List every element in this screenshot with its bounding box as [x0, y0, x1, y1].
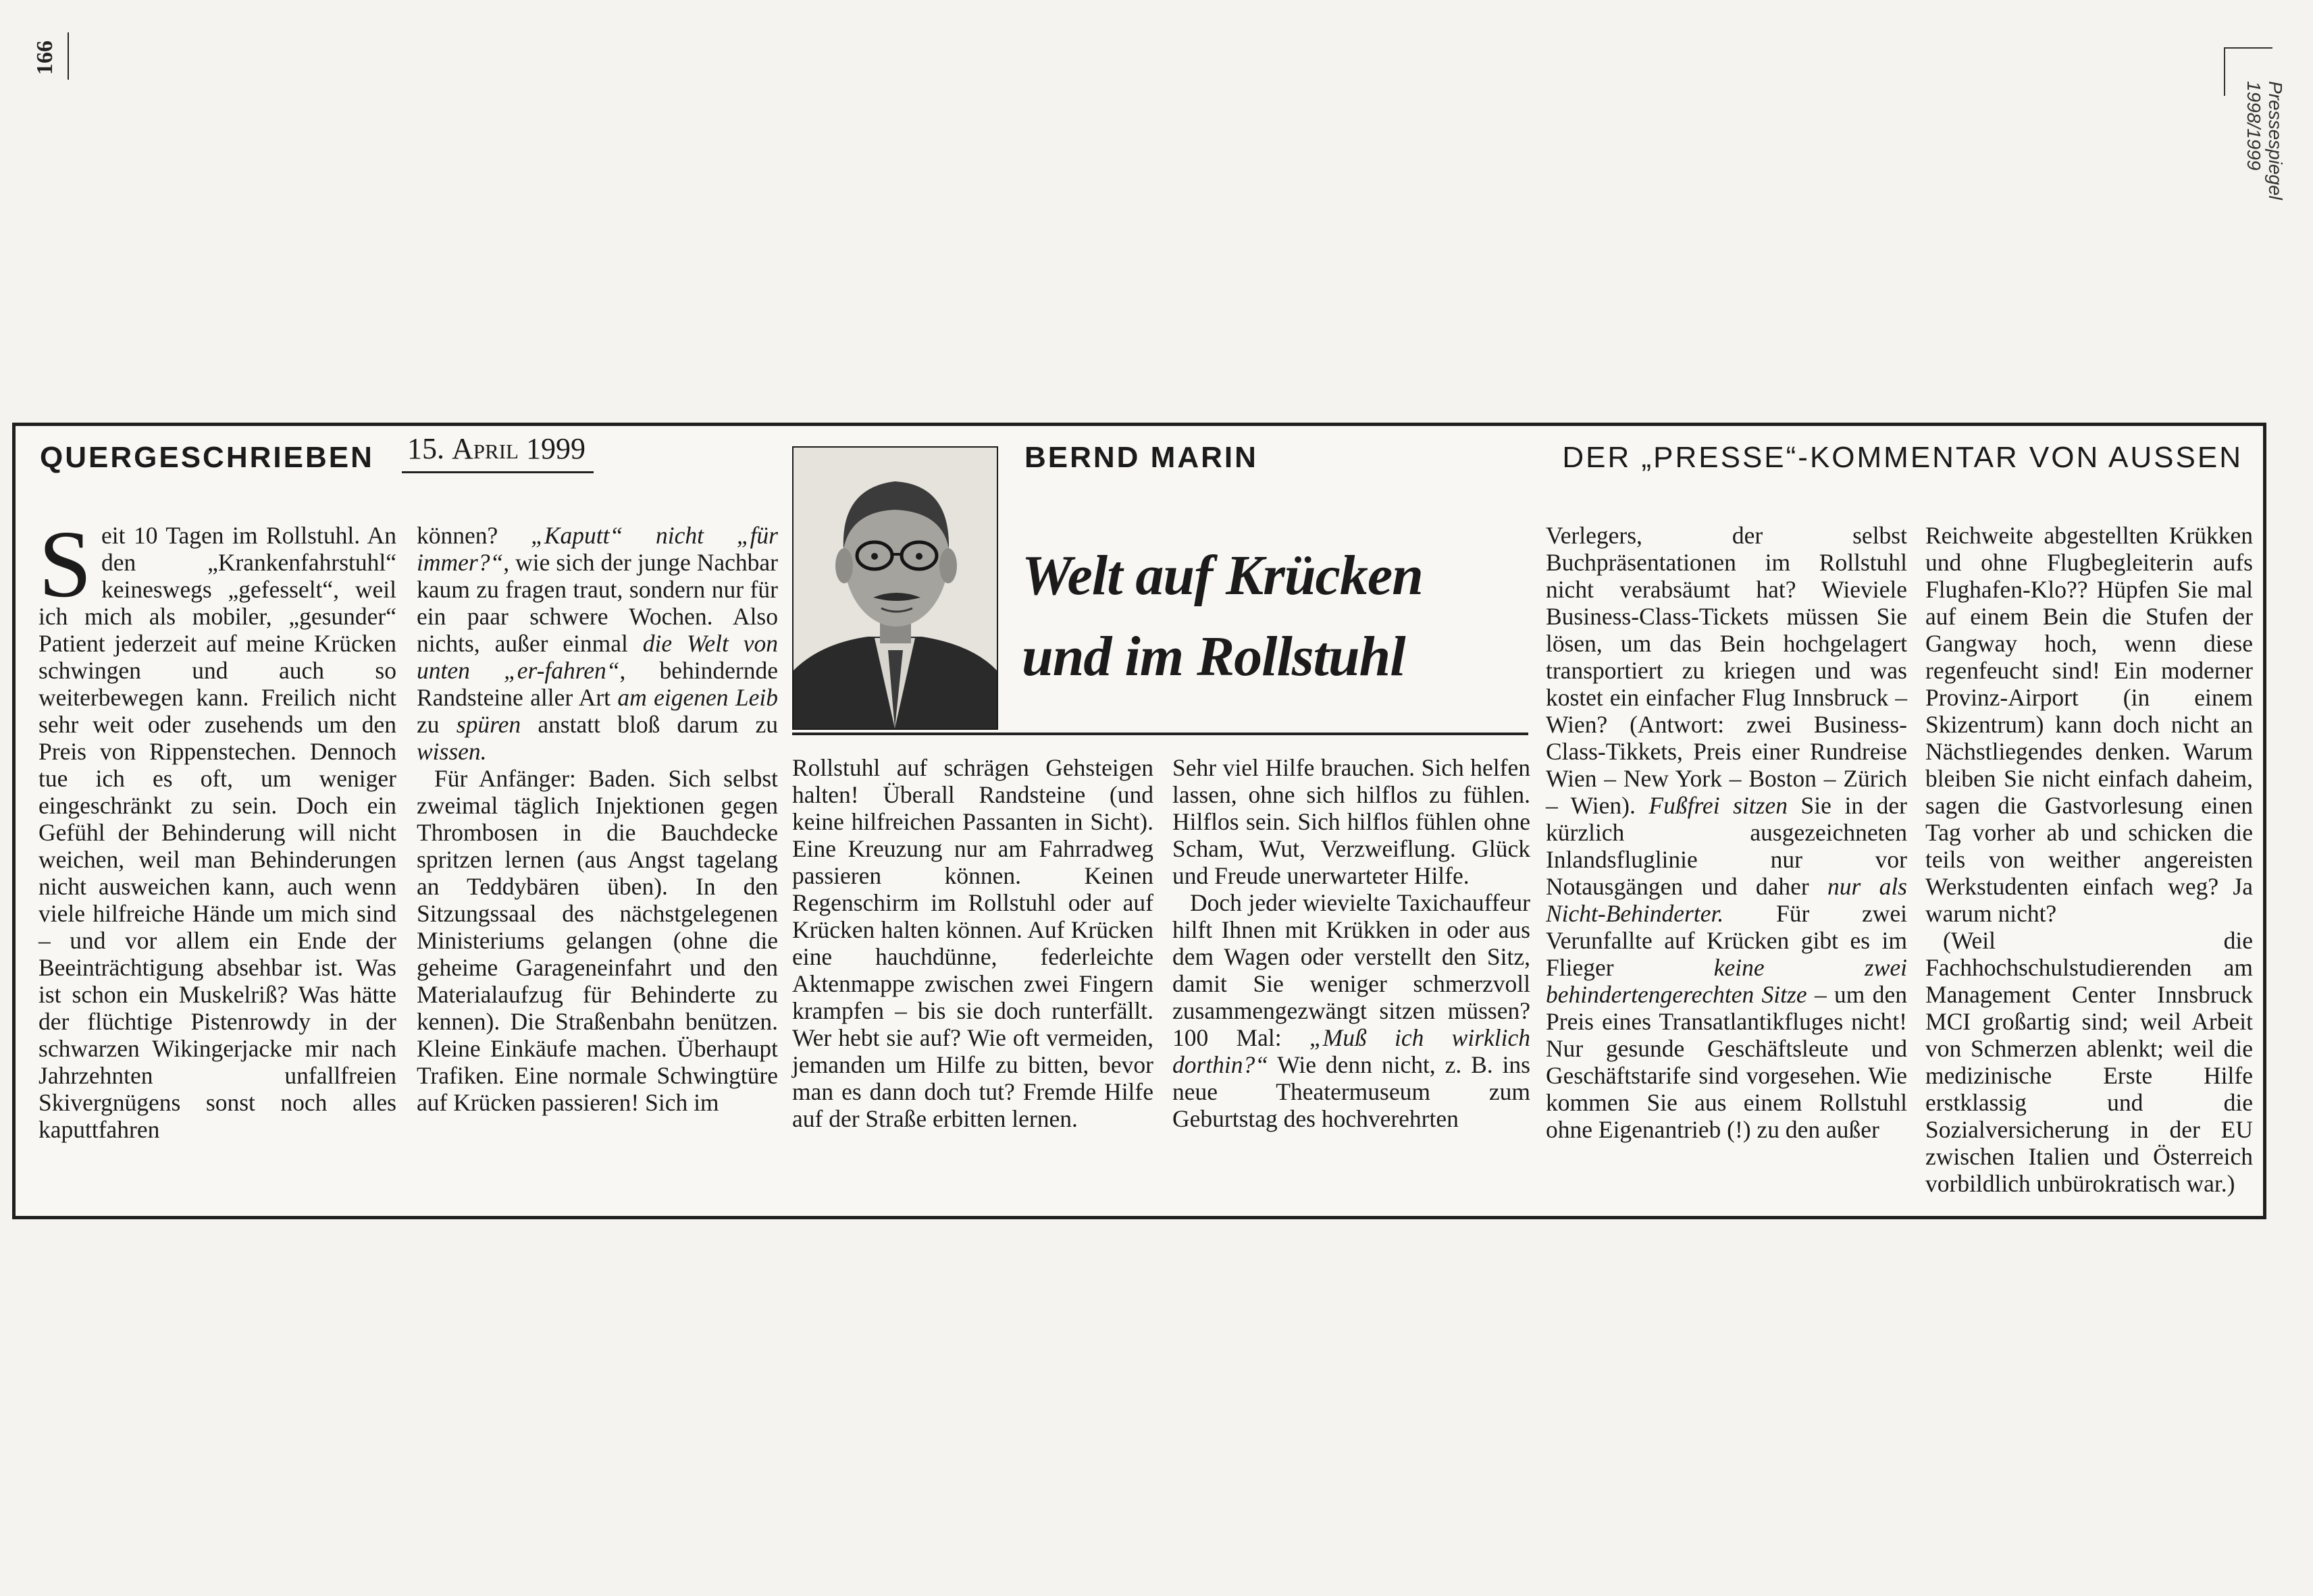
headline-line-1: Welt auf Krücken: [1022, 544, 1423, 607]
text-run: zu: [417, 711, 457, 738]
text-run: – um den Preis eines Transatlantikfluges nicht! Nur gesunde Geschäftsleute und Geschäftstarife sind vorgesehen. Wie kommen Sie aus einem Rollstuhl ohne Eigenantrieb (!) zu den außer: [1546, 981, 1907, 1143]
publication-date: [402, 430, 594, 473]
article-column-4: [1172, 754, 1530, 1132]
text-run: Sie in der kürzlich ausgezeichneten Inlandsfluglinie nur vor Notausgängen und daher: [1546, 792, 1907, 900]
emphasis-run: Fußfrei sitzen: [1648, 792, 1788, 819]
column-3-text: Rollstuhl auf schrägen Gehsteigen halten! Überall Randsteine (und keine hilfreichen Passanten in Sicht). Eine Kreuzung nur am Fahrradweg passieren können. Keinen Regenschirm im Rollstuhl oder auf Krücken halten können. Auf Krücken eine hauchdünne, federleichte Aktenmappe zwischen zwei Fingern krampfen – bis sie doch runterfällt. Wer hebt sie auf? Wie oft vermeiden, jemanden um Hilfe zu bitten, bevor man es dann doch tut? Fremde Hilfe auf der Straße erbitten lernen.: [792, 754, 1153, 1132]
archive-label: Pressespiegel 1998/1999: [2243, 81, 2286, 200]
emphasis-run: am eigenen Leib: [617, 684, 778, 711]
article-headline: [1022, 535, 1423, 697]
article-column-5: [1546, 522, 1907, 1143]
column-1-text: eit 10 Tagen im Rollstuhl. An den „Krankenfahrstuhl“ keineswegs „gefesselt“, weil ich mich als mobiler, „gesunder“ Patient jederzeit auf meine Krücken schwingen und auch so weiterbewegen kann. Freilich nicht sehr weit oder zusehends um den Preis von Rippenstechen. Dennoch tue ich es oft, um weniger eingeschränkt zu sein. Doch ein Gefühl der Behinderung will nicht weichen, weil man Behinderungen nicht ausweichen kann, auch wenn viele hilfreiche Hände um mich sind – und vor allem ein Ende der Beeinträchtigung absehbar ist. Was ist schon ein Muskelriß? Was hätte der flüchtige Pistenrowdy in der schwarzen Wikingerjacke mir nach Jahrzehnten unfallfreien Skivergnügens sonst noch alles kaputtfahren: [38, 522, 396, 1143]
article-column-6: [1925, 522, 2253, 1197]
text-run: , behindernde Randsteine aller Art: [417, 657, 778, 711]
portrait-photo-icon: [794, 448, 997, 728]
emphasis-run: nur als Nicht-Behinderter.: [1546, 873, 1907, 927]
emphasis-run: „Muß ich wirklich dorthin?“: [1172, 1024, 1530, 1078]
emphasis-run: wissen.: [417, 738, 487, 765]
text-run: Doch jeder wievielte Taxichauffeur hilft Ihnen mit Krükken in oder aus dem Wagen oder verstellt den Sitz, damit Sie weniger schmerzvoll zusammengezwängt sitzen müssen? 100 Mal:: [1172, 889, 1530, 1051]
text-run: anstatt bloß darum zu: [521, 711, 778, 738]
date-month: April: [452, 432, 519, 465]
article-column-1: [38, 510, 396, 1143]
emphasis-run: spüren: [456, 711, 521, 738]
author-name: BERND MARIN: [1024, 441, 1258, 474]
emphasis-run: „Kaputt“ nicht „für immer?“: [417, 522, 778, 576]
article-column-3: [792, 754, 1153, 1132]
column-4-paragraph-1: Sehr viel Hilfe brauchen. Sich helfen lassen, ohne sich hilflos zu fühlen. Hilflos sein. Sich hilflos fühlen ohne Scham, Wut, Verzweiflung. Glück und Freude unerwarteter Hilfe.: [1172, 754, 1530, 889]
column-6-paragraph-2: (Weil die Fachhochschulstudierenden am Management Center Innsbruck MCI großartig sind; weil Arbeit von Schmerzen ablenkt; weil die medizinische Erste Hilfe erstklassig und die Sozialversicherung in der EU zwischen Italien und Österreich vorbildlich unbürokratisch war.): [1925, 927, 2253, 1197]
date-year: 1999: [525, 432, 586, 465]
text-run: , wie sich der junge Nachbar kaum zu fragen traut, sondern nur für ein paar schwere Wochen. Also nichts, außer einmal: [417, 549, 778, 657]
date-day: 15.: [407, 432, 444, 465]
newspaper-clipping: [12, 423, 2266, 1219]
emphasis-run: keine zwei behindertengerechten Sitze: [1546, 954, 1907, 1008]
page-number-rule: [68, 32, 69, 80]
column-6-paragraph-1: Reichweite abgestellten Krükken und ohne Flugbegleiterin aufs Flughafen-Klo?? Hüpfen Sie mal auf einem Bein die Stufen der Gangway hoch, wenn diese regenfeucht sind! Ein moderner Provinz-Airport (in einem Skizentrum) kann doch nicht an Nächstliegendes denken. Warum bleiben Sie nicht einfach daheim, sagen die Gastvorlesung einen Tag vorher ab und schicken die teils von weither angereisten Werkstudenten einfach weg? Ja warum nicht?: [1925, 522, 2253, 927]
headline-rule: [792, 733, 1528, 735]
column-tagline: DER „PRESSE“-KOMMENTAR VON AUSSEN: [1562, 441, 2243, 474]
page-number: 166: [32, 41, 57, 75]
text-run: Für zwei Verunfallte auf Krücken gibt es im Flieger: [1546, 900, 1907, 981]
text-run: Verlegers, der selbst Buchpräsentationen im Rollstuhl nicht verabsäumt hat? Wieviele Business-Class-Tickets müssen Sie lösen, um das Bein hochgelagert transportiert zu kriegen und was kostet ein einfacher Flug Innsbruck – Wien? (Antwort: zwei Business-Class-Tikkets, Preis einer Rundreise Wien – New York – Boston – Zürich – Wien).: [1546, 522, 1907, 819]
text-run: Wie denn nicht, z. B. ins neue Theatermuseum zum Geburtstag des hochverehrten: [1172, 1051, 1530, 1132]
bleed-through-shadow: [14, 1235, 2262, 1316]
column-kicker: QUERGESCHRIEBEN: [40, 441, 374, 474]
author-portrait-photo: [792, 446, 998, 730]
article-column-2: [417, 522, 778, 1116]
column-2-paragraph-2: Für Anfänger: Baden. Sich selbst zweimal täglich Injektionen gegen Thrombosen in die Bauchdecke spritzen lernen (aus Angst tagelang an Teddybären üben). In den Sitzungssaal des nächstgelegenen Ministeriums gelangen (ohne die geheime Garageneinfahrt und den Materialaufzug für Behinderte zu kennen). Die Straßenbahn benützen. Kleine Einkäufe machen. Überhaupt Trafiken. Eine normale Schwingtüre auf Krücken passieren! Sich im: [417, 765, 778, 1116]
headline-line-2: und im Rollstuhl: [1022, 625, 1405, 688]
text-run: können?: [417, 522, 531, 549]
drop-cap: S: [38, 510, 92, 617]
emphasis-run: die Welt von unten „er-fahren“: [417, 630, 778, 684]
